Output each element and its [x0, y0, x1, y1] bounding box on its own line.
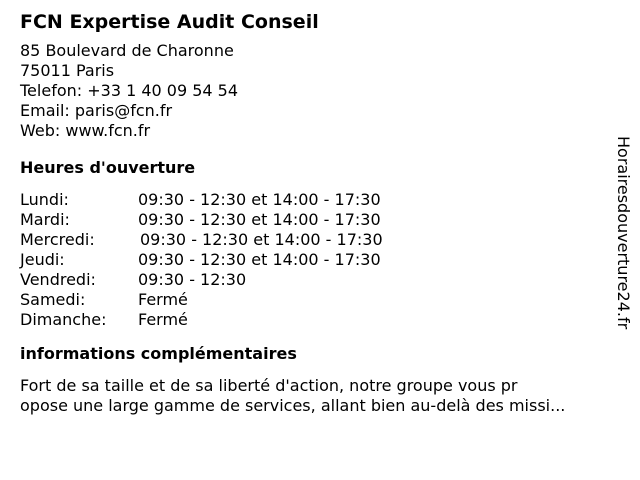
hours-heading: Heures d'ouverture [20, 158, 196, 177]
hours-row-thursday [20, 250, 610, 270]
hours-row-friday [20, 270, 610, 290]
day-label: Jeudi: [20, 250, 65, 269]
day-label: Dimanche: [20, 310, 107, 329]
hours-row-monday [20, 190, 610, 210]
business-card [20, 10, 610, 416]
day-hours: 09:30 - 12:30 et 14:00 - 17:30 [138, 210, 381, 229]
day-hours: 09:30 - 12:30 et 14:00 - 17:30 [138, 250, 381, 269]
description-line: Fort de sa taille et de sa liberté d'action, notre groupe vous pr [20, 376, 518, 395]
day-hours: 09:30 - 12:30 [138, 270, 247, 289]
description [20, 376, 610, 416]
site-watermark: Horairesdouverture24.fr [614, 136, 633, 330]
website-address: Web: www.fcn.fr [20, 121, 151, 140]
day-hours: 09:30 - 12:30 et 14:00 - 17:30 [138, 190, 381, 209]
day-label: Lundi: [20, 190, 69, 209]
hours-row-wednesday [20, 230, 610, 250]
day-label: Vendredi: [20, 270, 96, 289]
street-address: 85 Boulevard de Charonne [20, 41, 234, 60]
hours-row-tuesday [20, 210, 610, 230]
phone-number: Telefon: +33 1 40 09 54 54 [20, 81, 239, 100]
postal-city: 75011 Paris [20, 61, 115, 80]
address-block [20, 41, 610, 141]
email-address: Email: paris@fcn.fr [20, 101, 173, 120]
hours-table [20, 190, 610, 330]
hours-row-sunday [20, 310, 610, 330]
day-hours: Fermé [138, 310, 188, 329]
description-line: opose une large gamme de services, allant bien au-delà des missi... [20, 396, 566, 415]
day-hours: 09:30 - 12:30 et 14:00 - 17:30 [140, 230, 383, 249]
day-hours: Fermé [138, 290, 188, 309]
business-name: FCN Expertise Audit Conseil [20, 11, 319, 33]
hours-row-saturday [20, 290, 610, 310]
day-label: Samedi: [20, 290, 86, 309]
day-label: Mardi: [20, 210, 70, 229]
info-heading: informations complémentaires [20, 344, 297, 363]
day-label: Mercredi: [20, 230, 95, 249]
